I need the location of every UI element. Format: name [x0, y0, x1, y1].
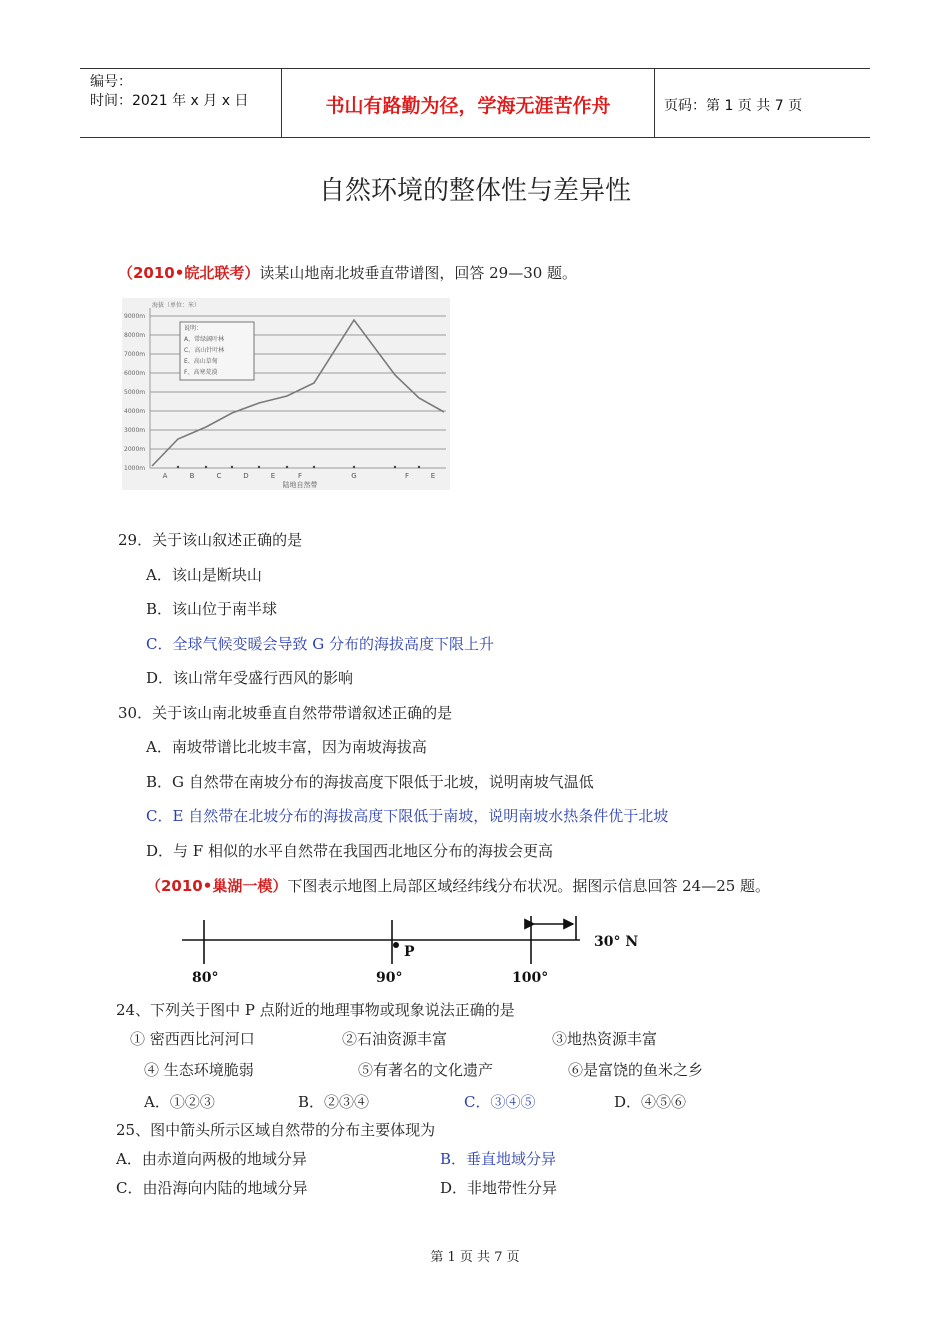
y-tick: 9000m — [124, 313, 146, 320]
header-page-info: 页码：第 1 页 共 7 页 — [664, 98, 803, 114]
q24-item: ① 密西西比河河口 — [130, 1030, 255, 1048]
q30-option-d: D．与 F 相似的水平自然带在我国西北地区分布的海拔会更高 — [146, 842, 553, 860]
q24-item: ③地热资源丰富 — [552, 1030, 658, 1048]
point-p-label: P — [404, 944, 415, 960]
q24-option-a: A．①②③ — [144, 1093, 215, 1111]
x-tick: F — [404, 472, 410, 480]
section1-intro-text: 读某山地南北坡垂直带谱图，回答 29—30 题。 — [259, 264, 578, 282]
q30-option-c: C．E 自然带在北坡分布的海拔高度下限低于南坡，说明南坡水热条件优于北坡 — [146, 807, 669, 825]
q25-option-c: C．由沿海向内陆的地域分异 — [116, 1179, 308, 1197]
section1-intro — [118, 263, 577, 283]
y-tick: 4000m — [124, 408, 146, 415]
lon-label-100: 100° — [512, 970, 549, 986]
page-footer: 第 1 页 共 7 页 — [430, 1250, 520, 1265]
lon-label-90: 90° — [376, 970, 403, 986]
x-tick: A — [162, 472, 168, 480]
header-time: 时间：2021 年 x 月 x 日 — [90, 93, 249, 109]
point-p — [393, 942, 399, 948]
q24-stem: 24、下列关于图中 P 点附近的地理事物或现象说法正确的是 — [116, 1001, 515, 1019]
legend-title: 说明： — [184, 325, 203, 332]
section1-source: （2010•皖北联考） — [118, 264, 260, 282]
y-tick: 3000m — [124, 427, 146, 434]
q29-option-c: C．全球气候变暖会导致 G 分布的海拔高度下限上升 — [146, 635, 494, 653]
legend-item: A、常绿阔叶林 — [184, 336, 225, 343]
y-tick: 6000m — [124, 370, 146, 377]
q30-option-a: A．南坡带谱比北坡丰富，因为南坡海拔高 — [146, 738, 427, 756]
q25-option-a: A．由赤道向两极的地域分异 — [116, 1150, 307, 1168]
q29-option-d: D．该山常年受盛行西风的影响 — [146, 669, 354, 687]
q25-option-b: B．垂直地域分异 — [440, 1150, 557, 1168]
latitude-label: 30° N — [594, 934, 639, 950]
q29-option-b: B．该山位于南半球 — [146, 600, 278, 618]
q29-option-a: A．该山是断块山 — [146, 566, 262, 584]
x-tick: E — [430, 472, 436, 480]
y-tick: 5000m — [124, 389, 146, 396]
q24-item: ②石油资源丰富 — [342, 1030, 448, 1048]
y-axis-label: 海拔（单位：米） — [152, 302, 201, 309]
section2-source: （2010•巢湖一模） — [146, 877, 288, 895]
y-tick: 2000m — [124, 446, 146, 453]
y-tick: 7000m — [124, 351, 146, 358]
x-tick: F — [297, 472, 303, 480]
q24-item: ④ 生态环境脆弱 — [144, 1061, 254, 1079]
x-tick: B — [189, 472, 195, 480]
x-tick: G — [351, 472, 357, 480]
q24-option-c: C．③④⑤ — [464, 1093, 536, 1111]
q24-option-b: B．②③④ — [298, 1093, 370, 1111]
section2-intro-text: 下图表示地图上局部区域经纬线分布状况。据图示信息回答 24—25 题。 — [287, 877, 771, 895]
x-tick: E — [270, 472, 276, 480]
x-tick: D — [243, 472, 249, 480]
q24-item: ⑤有著名的文化遗产 — [358, 1061, 494, 1079]
header-divider — [654, 69, 655, 137]
y-tick: 8000m — [124, 332, 146, 339]
y-tick: 1000m — [124, 465, 146, 472]
header-meta — [90, 73, 248, 111]
x-axis-label: 陆地自然带 — [282, 481, 318, 489]
q30-option-b: B．G 自然带在南坡分布的海拔高度下限低于北坡，说明南坡气温低 — [146, 773, 594, 791]
q25-option-d: D．非地带性分异 — [440, 1179, 558, 1197]
legend-item: E、高山草甸 — [184, 358, 218, 365]
q24-option-d: D．④⑤⑥ — [614, 1093, 687, 1111]
header-table — [80, 68, 870, 138]
legend-item: C、高山针叶林 — [184, 347, 225, 354]
graticule-figure — [178, 912, 668, 988]
header-motto: 书山有路勤为径，学海无涯苦作舟 — [325, 95, 611, 117]
q29-stem: 29．关于该山叙述正确的是 — [118, 531, 303, 549]
q25-stem: 25、图中箭头所示区域自然带的分布主要体现为 — [116, 1121, 436, 1139]
q30-stem: 30．关于该山南北坡垂直自然带带谱叙述正确的是 — [118, 704, 453, 722]
x-tick: C — [216, 472, 222, 480]
page-title: 自然环境的整体性与差异性 — [318, 176, 631, 206]
header-number: 编号： — [90, 74, 132, 90]
legend-item: F、高寒荒漠 — [184, 369, 218, 376]
lon-label-80: 80° — [192, 970, 219, 986]
vertical-zonation-figure — [122, 298, 450, 490]
section2-intro — [146, 876, 770, 896]
q24-item: ⑥是富饶的鱼米之乡 — [568, 1061, 704, 1079]
